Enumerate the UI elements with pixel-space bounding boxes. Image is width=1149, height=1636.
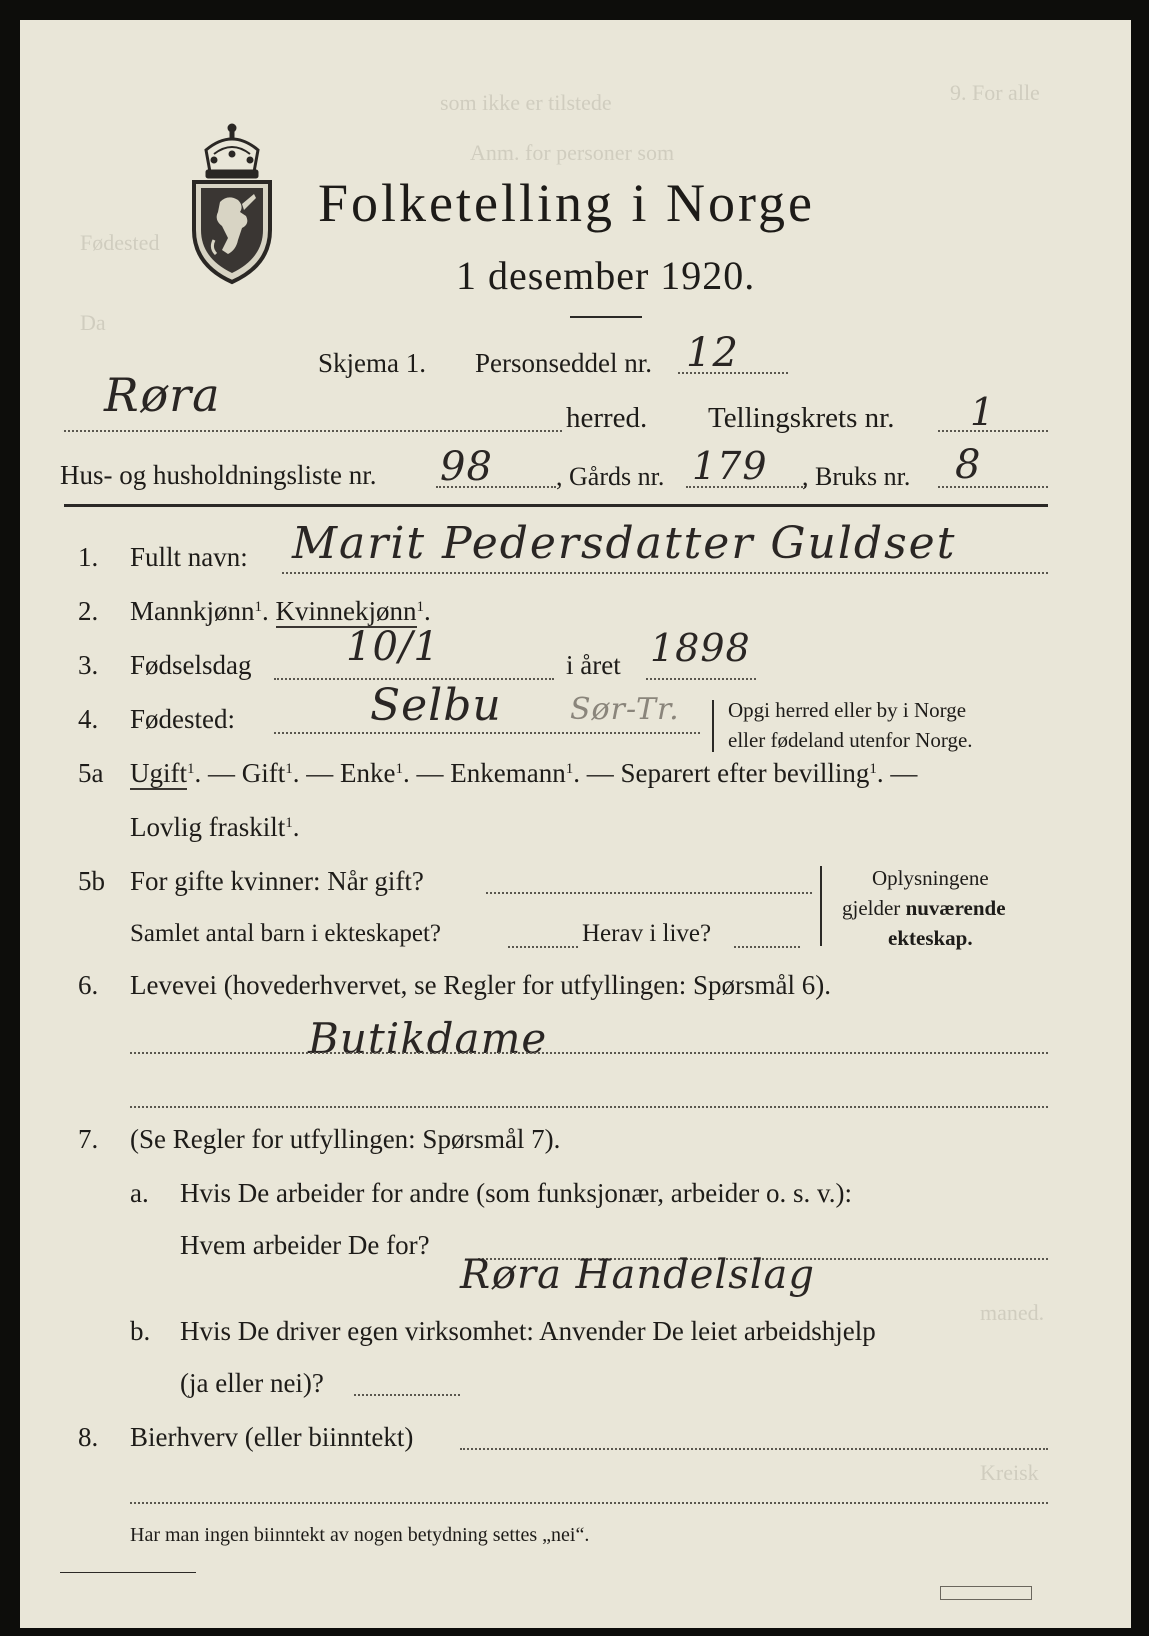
q7a-text: Hvis De arbeider for andre (som funksjonær, arbeider o. s. v.): xyxy=(180,1178,852,1208)
tellingskrets-label: Tellingskrets nr. xyxy=(708,402,895,434)
q2-number: 2. xyxy=(78,596,99,626)
q5b-note-line3: ekteskap. xyxy=(888,926,973,950)
q5a-options: Ugift$^1$. — Gift$^1$. — Enke$^1$. — Enkemann$^1$. — Separert efter bevilling$^1$. — xyxy=(130,758,918,788)
q3-year-line xyxy=(646,678,756,680)
q5a-enkemann-option: Enkemann xyxy=(450,758,566,788)
q7a-text2: Hvem arbeider De for? xyxy=(180,1230,430,1260)
q4-number: 4. xyxy=(78,704,99,734)
gards-value: 179 xyxy=(692,444,768,488)
q3-year-value: 1898 xyxy=(650,626,751,670)
q5b-children-line xyxy=(508,946,578,948)
q6-line1 xyxy=(130,1052,1048,1054)
q5b-note-line1: Oplysningene xyxy=(872,866,989,890)
gards-label: , Gårds nr. xyxy=(556,462,665,491)
q7b-text: Hvis De driver egen virksomhet: Anvender De leiet arbeidshjelp xyxy=(180,1316,876,1346)
q5b-alive-line xyxy=(734,946,800,948)
q5b-number: 5b xyxy=(78,866,105,896)
q7a-letter: a. xyxy=(130,1178,149,1208)
bleed-through-text: Da xyxy=(80,310,106,335)
personseddel-label: Personseddel nr. xyxy=(475,348,652,378)
q4-label: Fødested: xyxy=(130,704,235,734)
tellingskrets-value: 1 xyxy=(970,390,996,434)
q8-label: Bierhverv (eller biinntekt) xyxy=(130,1422,414,1452)
q4-county-value: Sør-Tr. xyxy=(570,692,680,727)
q2-mann-option: Mannkjønn xyxy=(130,596,255,626)
q4-note-line2: eller fødeland utenfor Norge. xyxy=(728,728,973,752)
q6-label: Levevei (hovederhvervet, se Regler for utfyllingen: Spørsmål 6). xyxy=(130,970,832,1000)
q4-birthplace-value: Selbu xyxy=(370,680,502,731)
q1-label: Fullt navn: xyxy=(130,542,248,572)
q6-number: 6. xyxy=(78,970,99,1000)
q5a-enke-option: Enke xyxy=(340,758,396,788)
bleed-through-text: 9. For alle xyxy=(950,80,1040,105)
q5a-gift-option: Gift xyxy=(241,758,286,788)
q4-line xyxy=(274,732,700,734)
q5b-note-line2: gjelder nuværende xyxy=(842,896,1006,920)
bruks-label: , Bruks nr. xyxy=(802,462,911,491)
q1-number: 1. xyxy=(78,542,99,572)
q5b-brace xyxy=(820,866,822,946)
q1-line xyxy=(282,572,1048,574)
q2-options: Mannkjønn$^1$. Kvinnekjønn$^1$. xyxy=(130,596,431,626)
hus-value: 98 xyxy=(440,444,493,490)
q5a-ugift-option: Ugift xyxy=(130,758,187,788)
q8-line2 xyxy=(130,1502,1048,1504)
footnote-rule xyxy=(60,1572,196,1573)
q5b-label: For gifte kvinner: Når gift? xyxy=(130,866,424,896)
bleed-through-text: maned. xyxy=(980,1300,1045,1325)
bleed-through-text: Fødested xyxy=(80,230,160,255)
census-date: 1 desember 1920. xyxy=(456,253,756,298)
q6-occupation-value: Butikdame xyxy=(308,1014,548,1063)
q4-brace xyxy=(712,700,714,752)
printer-mark xyxy=(940,1586,1032,1600)
q3-label: Fødselsdag xyxy=(130,650,252,680)
q2-kvinne-option: Kvinnekjønn xyxy=(275,596,417,626)
q3-number: 3. xyxy=(78,650,99,680)
q8-line1 xyxy=(460,1448,1048,1450)
q5b-alive-label: Herav i live? xyxy=(582,920,712,947)
q7b-text2: (ja eller nei)? xyxy=(180,1368,324,1398)
schema-label: Skjema 1. xyxy=(318,348,426,378)
footer-note: Har man ingen biinntekt av nogen betydning settes „nei“. xyxy=(130,1524,590,1546)
norway-coat-of-arms-icon xyxy=(184,120,280,285)
title-divider xyxy=(570,316,642,318)
herred-label: herred. xyxy=(566,402,648,434)
q6-line2 xyxy=(130,1106,1048,1108)
personseddel-value: 12 xyxy=(686,330,739,376)
bleed-through-text: Anm. for personer som xyxy=(470,140,675,165)
q5a-lovlig-option: Lovlig fraskilt$^1$. xyxy=(130,812,300,842)
q1-full-name-value: Marit Pedersdatter Guldset xyxy=(292,518,957,569)
q5a-separert-option: Separert efter bevilling xyxy=(620,758,870,788)
q5b-children-label: Samlet antal barn i ekteskapet? xyxy=(130,920,441,947)
q8-number: 8. xyxy=(78,1422,99,1452)
bruks-value: 8 xyxy=(955,442,982,488)
q3-day-value: 10/1 xyxy=(346,624,440,670)
q5b-married-line xyxy=(486,892,812,894)
q7a-employer-value: Røra Handelslag xyxy=(460,1252,815,1298)
form-title: Folketelling i Norge xyxy=(318,173,815,233)
q3-year-label: i året xyxy=(566,650,621,680)
q7b-letter: b. xyxy=(130,1316,151,1346)
bleed-through-text: som ikke er tilstede xyxy=(440,90,612,115)
q7b-line xyxy=(354,1394,460,1396)
q5a-number: 5a xyxy=(78,758,104,788)
bleed-through-text: Kreisk xyxy=(980,1460,1039,1485)
q7-label: (Se Regler for utfyllingen: Spørsmål 7). xyxy=(130,1124,561,1154)
herred-line xyxy=(64,430,562,432)
herred-value: Røra xyxy=(104,368,221,422)
q7-number: 7. xyxy=(78,1124,99,1154)
census-form-page xyxy=(20,20,1131,1628)
q4-note-line1: Opgi herred eller by i Norge xyxy=(728,698,967,722)
header-rule xyxy=(64,504,1048,507)
hus-label: Hus- og husholdningsliste nr. xyxy=(60,460,377,490)
